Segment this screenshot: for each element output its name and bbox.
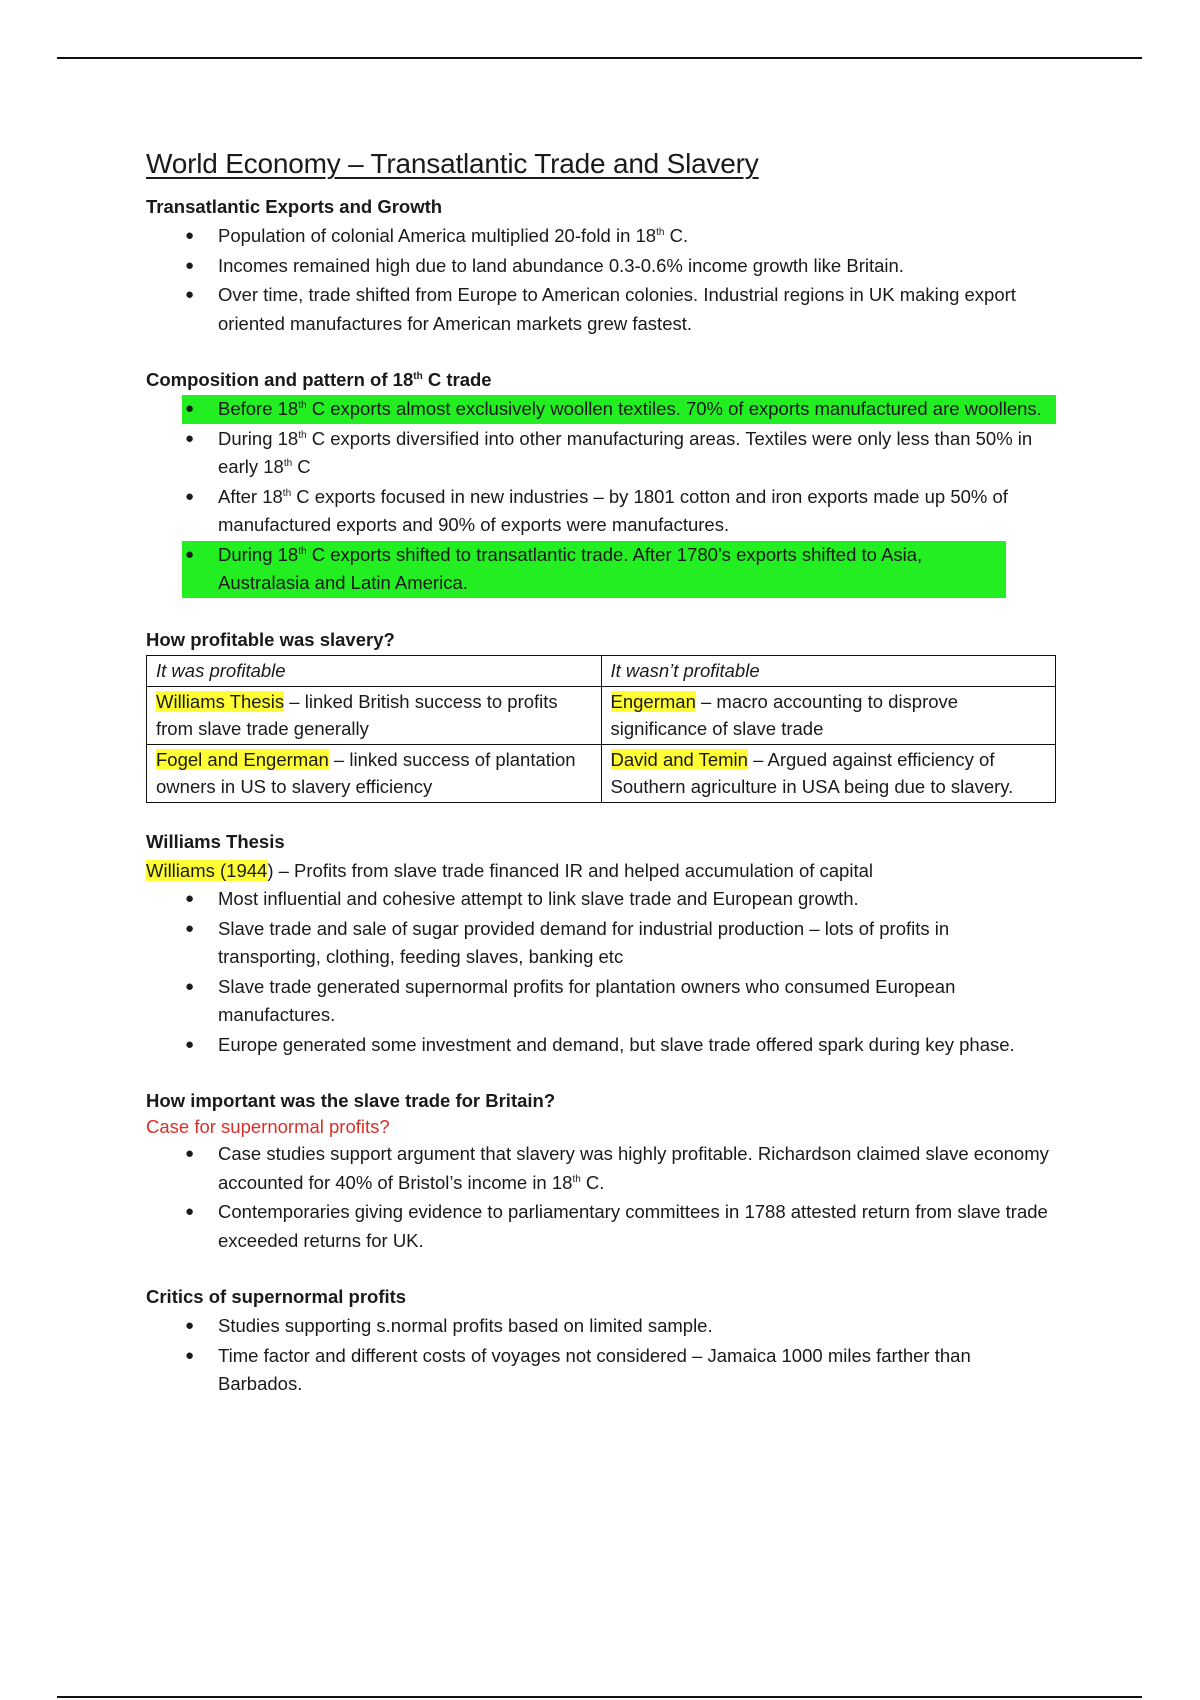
table-cell: Williams Thesis – linked British success to profits from slave trade generally — [147, 686, 602, 744]
heading-profitability: How profitable was slavery? — [146, 628, 395, 650]
list-item-highlighted: ● During 18th C exports shifted to transatlantic trade. After 1780’s exports shifted to Asia, Australasia and Latin America. — [182, 541, 1006, 598]
list-item: ● Studies supporting s.normal profits based on limited sample. — [146, 1312, 1056, 1341]
bullet-icon: ● — [185, 400, 195, 417]
list-supernormal-case — [146, 1140, 1056, 1255]
footer-rule — [57, 1696, 1142, 1698]
list-item: ● Case studies support argument that slavery was highly profitable. Richardson claimed slave economy accounted for 40% of Bristol’s income in 18th C. — [146, 1140, 1056, 1197]
list-williams-thesis — [146, 885, 1056, 1059]
list-composition-trade — [146, 395, 1056, 598]
table-header-cell: It was profitable — [147, 655, 602, 686]
table-row — [147, 686, 1056, 744]
bullet-icon: ● — [185, 1317, 195, 1334]
table-header-cell: It wasn’t profitable — [601, 655, 1056, 686]
heading-williams-thesis: Williams Thesis — [146, 830, 285, 852]
bullet-icon: ● — [185, 1035, 195, 1053]
profitability-table — [146, 655, 1056, 803]
list-item: ● Population of colonial America multiplied 20-fold in 18th C. — [146, 222, 1056, 251]
bullet-icon: ● — [185, 227, 195, 244]
list-item: ● Contemporaries giving evidence to parliamentary committees in 1788 attested return from slave trade exceeded returns for UK. — [146, 1198, 1056, 1255]
bullet-icon: ● — [185, 487, 195, 505]
williams-intro: Williams (1944) – Profits from slave trade financed IR and helped accumulation of capital — [146, 859, 873, 881]
table-cell: Fogel and Engerman – linked success of plantation owners in US to slavery efficiency — [147, 744, 602, 802]
list-item: ● Europe generated some investment and demand, but slave trade offered spark during key phase. — [146, 1031, 1056, 1060]
list-item: ● Time factor and different costs of voyages not considered – Jamaica 1000 miles farther than Barbados. — [146, 1342, 1056, 1399]
bullet-icon: ● — [185, 1346, 195, 1364]
heading-transatlantic-exports: Transatlantic Exports and Growth — [146, 196, 443, 217]
document-page — [146, 148, 1056, 1400]
table-cell: Engerman – macro accounting to disprove significance of slave trade — [601, 686, 1056, 744]
bullet-icon: ● — [185, 429, 195, 447]
table-header-row — [147, 655, 1056, 686]
list-item: ● Most influential and cohesive attempt to link slave trade and European growth. — [146, 885, 1056, 914]
heading-importance-britain: How important was the slave trade for Britain? — [146, 1090, 556, 1111]
list-item: ● Over time, trade shifted from Europe to American colonies. Industrial regions in UK making export oriented manufactures for American markets grew fastest. — [146, 281, 1056, 338]
list-item: ● After 18th C exports focused in new industries – by 1801 cotton and iron exports made up 50% of manufactured exports and 90% of exports were manufactures. — [146, 483, 1056, 540]
list-item: ● Slave trade and sale of sugar provided demand for industrial production – lots of profits in transporting, clothing, feeding slaves, banking etc — [146, 915, 1056, 972]
list-critics — [146, 1312, 1056, 1399]
bullet-icon: ● — [185, 890, 195, 907]
subheading-supernormal: Case for supernormal profits? — [146, 1116, 390, 1137]
heading-composition-trade: Composition and pattern of 18th C trade — [146, 369, 492, 390]
list-item: ● Slave trade generated supernormal profits for plantation owners who consumed European manufactures. — [146, 973, 1056, 1030]
bullet-icon: ● — [185, 545, 195, 563]
list-transatlantic-exports — [146, 222, 1056, 338]
bullet-icon: ● — [185, 256, 195, 274]
bullet-icon: ● — [185, 977, 195, 995]
bullet-icon: ● — [185, 1145, 195, 1162]
page-title: World Economy – Transatlantic Trade and Slavery — [146, 148, 759, 179]
table-row — [147, 744, 1056, 802]
bullet-icon: ● — [185, 286, 195, 303]
header-rule — [57, 57, 1142, 59]
list-item: ● During 18th C exports diversified into other manufacturing areas. Textiles were only less than 50% in early 18th C — [146, 425, 1056, 482]
bullet-icon: ● — [185, 1203, 195, 1220]
heading-critics: Critics of supernormal profits — [146, 1286, 407, 1307]
bullet-icon: ● — [185, 919, 195, 937]
table-cell: David and Temin – Argued against efficiency of Southern agriculture in USA being due to slavery. — [601, 744, 1056, 802]
list-item: ● Incomes remained high due to land abundance 0.3-0.6% income growth like Britain. — [146, 252, 1056, 281]
list-item-highlighted: ● Before 18th C exports almost exclusively woollen textiles. 70% of exports manufactured are woollens. — [182, 395, 1056, 424]
